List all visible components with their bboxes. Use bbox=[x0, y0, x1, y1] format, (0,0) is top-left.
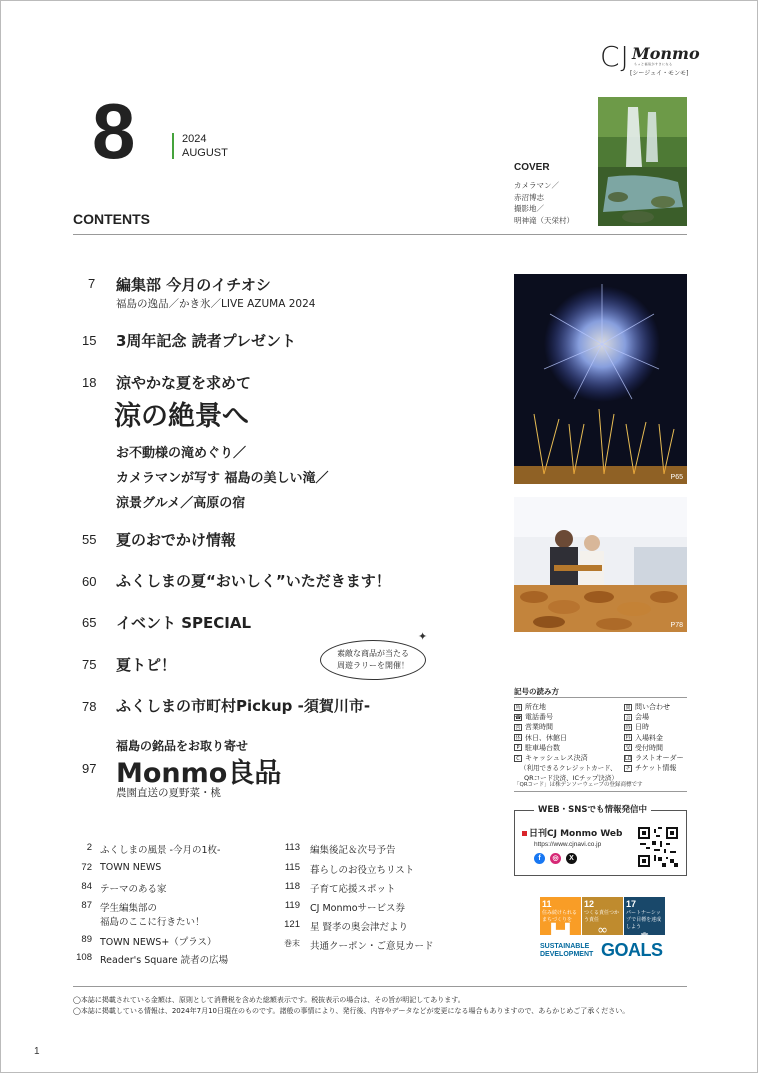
legend-mark: C bbox=[514, 755, 522, 762]
x-icon[interactable]: X bbox=[566, 853, 577, 864]
toc-page-number: 55 bbox=[82, 532, 97, 547]
legend-label: 会場 bbox=[635, 713, 649, 722]
cover-credit-line: 明神滝（天栄村） bbox=[514, 215, 574, 225]
cover-label: COVER bbox=[514, 162, 550, 173]
legend-item bbox=[514, 712, 618, 722]
footer-note: ◯本誌に掲載されている金額は、原則として消費税を含めた総額表示です。税抜表示の場合は、その旨が明記してあります。 bbox=[73, 996, 465, 1004]
list-item[interactable]: 学生編集部の bbox=[100, 903, 158, 914]
qr-trademark-note: 「QRコード」は株デンソーウェーブの登録商標です bbox=[514, 782, 643, 788]
footer-rule bbox=[73, 986, 687, 987]
legend-mark: 時 bbox=[625, 724, 631, 731]
legend-mark: LO bbox=[625, 755, 632, 762]
toc-title[interactable]: 3周年記念 読者プレゼント bbox=[116, 332, 297, 350]
list-page-number: 89 bbox=[81, 934, 92, 945]
toc-subtitle: 涼景グルメ／高原の宿 bbox=[116, 496, 246, 511]
legend-label: 休日、休館日 bbox=[525, 733, 567, 742]
rally-speech-bubble bbox=[320, 640, 426, 680]
web-label-text: 日刊CJ Monmo Web bbox=[529, 829, 623, 839]
sdg-goal-11-tile bbox=[540, 897, 581, 935]
list-item[interactable]: ふくしまの風景 -今月の1枚- bbox=[100, 845, 221, 856]
sdg-goal-17-tile bbox=[624, 897, 665, 944]
legend-mark: 料 bbox=[625, 735, 631, 742]
web-sns-heading: WEB・SNSでも情報発信中 bbox=[534, 803, 651, 815]
legend-label: ラストオーダー bbox=[635, 754, 684, 763]
toc-page-number: 65 bbox=[82, 615, 97, 630]
sdg-goals-wordmark: GOALS bbox=[601, 940, 663, 960]
issue-divider bbox=[172, 133, 174, 159]
legend-label: 問い合わせ bbox=[635, 703, 670, 711]
legend-item bbox=[514, 702, 618, 712]
legend-mark: P bbox=[514, 744, 522, 751]
photo-caption: P78 bbox=[670, 622, 683, 629]
list-item[interactable]: TOWN NEWS bbox=[100, 862, 162, 873]
list-page-number: 84 bbox=[81, 881, 92, 892]
cover-credit-line: カメラマン／ bbox=[514, 181, 559, 190]
list-item[interactable]: TOWN NEWS+（プラス） bbox=[100, 937, 217, 948]
contents-title: CONTENTS bbox=[73, 211, 150, 227]
legend-mark: チ bbox=[625, 765, 631, 772]
sdg-tile-text: パートナーシップで目標を達成しよう bbox=[626, 910, 662, 930]
toc-title[interactable]: 夏のおでかけ情報 bbox=[116, 531, 236, 549]
toc-title[interactable]: イベント SPECIAL bbox=[116, 614, 252, 632]
issue-year: 2024 bbox=[182, 133, 207, 145]
sdg-goal-12-tile bbox=[582, 897, 623, 938]
list-item[interactable]: 共通クーポン・ご意見カード bbox=[310, 941, 434, 952]
toc-page-number: 97 bbox=[82, 761, 97, 776]
toc-title[interactable]: 編集部 今月のイチオシ bbox=[116, 276, 271, 294]
sdg-caption-line: SUSTAINABLE bbox=[540, 943, 590, 950]
legend-label: 営業時間 bbox=[525, 723, 553, 732]
legend-item bbox=[624, 722, 684, 732]
facebook-icon[interactable]: f bbox=[534, 853, 545, 864]
legend-label: 電話番号 bbox=[525, 713, 553, 722]
legend-mark: 休 bbox=[515, 735, 521, 742]
toc-page-number: 75 bbox=[82, 657, 97, 672]
legend-item bbox=[624, 733, 684, 743]
toc-title[interactable]: ふくしまの夏“おいしく”いただきます！ bbox=[116, 572, 391, 590]
issue-number: 8 bbox=[92, 87, 136, 175]
legend-item bbox=[514, 743, 618, 753]
cover-credit-line: 撮影地／ bbox=[514, 204, 544, 213]
list-page-number: 115 bbox=[284, 862, 300, 873]
toc-page-number: 7 bbox=[88, 276, 96, 291]
legend-item bbox=[514, 722, 618, 732]
sdg-caption bbox=[540, 943, 593, 959]
list-item[interactable]: CJ Monmoサービス券 bbox=[310, 903, 406, 914]
cover-credit-line: 赤沼博志 bbox=[514, 192, 544, 202]
list-page-number: 119 bbox=[284, 900, 300, 911]
logo-kana: [シージェイ・モンモ] bbox=[630, 70, 689, 77]
toc-title[interactable]: 夏トピ！ bbox=[116, 656, 177, 674]
toc-page-number: 78 bbox=[82, 699, 97, 714]
legend-note-line: （利用できるクレジットカード、 bbox=[520, 764, 617, 773]
legend-item bbox=[514, 753, 618, 763]
legend-item bbox=[624, 702, 684, 712]
legend-mark: 所 bbox=[515, 704, 521, 711]
legend-label: キャッシュレス決済 bbox=[525, 754, 588, 763]
legend-item bbox=[624, 753, 684, 763]
legend-item bbox=[624, 743, 684, 753]
infinity-icon: ∞ bbox=[597, 923, 608, 938]
toc-subtitle: 農園直送の夏野菜・桃 bbox=[116, 787, 221, 799]
partnership-icon: ❁ bbox=[639, 930, 650, 944]
red-square-icon bbox=[522, 831, 527, 836]
legend-item bbox=[624, 763, 684, 773]
list-item[interactable]: 子育て応援スポット bbox=[310, 884, 396, 895]
legend-right-column bbox=[624, 702, 684, 773]
toc-page-number: 15 bbox=[82, 333, 97, 348]
city-icon: ▙▟ bbox=[551, 923, 570, 937]
legend-label: 入場料金 bbox=[635, 733, 663, 742]
logo-monmo: Monmo bbox=[632, 44, 700, 63]
legend-rule-bottom bbox=[514, 791, 687, 792]
list-page-number: 2 bbox=[86, 842, 92, 853]
legend-label: 所在地 bbox=[525, 703, 546, 711]
legend-mark: 営 bbox=[515, 724, 521, 731]
list-item[interactable]: テーマのある家 bbox=[100, 884, 167, 895]
toc-page-number: 60 bbox=[82, 574, 97, 589]
toc-pretitle: 福島の銘品をお取り寄せ bbox=[116, 739, 249, 753]
photo-caption: P65 bbox=[670, 474, 683, 481]
sdg-caption-line: DEVELOPMENT bbox=[540, 951, 594, 958]
fireworks-photo bbox=[514, 274, 687, 484]
cover-image-waterfall bbox=[598, 97, 687, 226]
legend-label: チケット情報 bbox=[635, 764, 677, 773]
list-item[interactable]: 星 賢孝の奥会津だより bbox=[310, 922, 409, 933]
footer-note: ◯本誌に掲載している情報は、2024年7月10日現在のものです。諸般の事情により、発行後、内容やデータなどが変更になる場合もありますので、あらかじめご了承ください。 bbox=[73, 1007, 630, 1015]
bubble-line: 周遊ラリーを開催！ bbox=[337, 661, 409, 670]
sdg-number: 17 bbox=[626, 899, 637, 909]
toc-title[interactable]: ふくしまの市町村Pickup -須賀川市- bbox=[116, 697, 371, 715]
web-url-link[interactable]: https://www.cjnavi.co.jp bbox=[534, 841, 602, 848]
legend-item bbox=[514, 733, 618, 743]
list-item[interactable]: Reader's Square 読者の広場 bbox=[100, 955, 229, 966]
sdg-tile-text: つくる責任つかう責任 bbox=[584, 910, 620, 923]
legend-label: 受付時間 bbox=[635, 743, 663, 752]
cj-monmo-logo bbox=[600, 40, 710, 82]
bakery-photo bbox=[514, 497, 687, 632]
legend-item bbox=[624, 712, 684, 722]
legend-mark: 受 bbox=[625, 745, 631, 752]
page-number: 1 bbox=[34, 1046, 40, 1057]
instagram-icon[interactable]: ◎ bbox=[550, 853, 561, 864]
sparkle-icon: ✦ bbox=[418, 630, 428, 643]
issue-month: AUGUST bbox=[182, 147, 228, 159]
list-page-number: 118 bbox=[284, 881, 300, 892]
list-page-number: 巻末 bbox=[284, 939, 300, 948]
list-page-number: 108 bbox=[76, 952, 92, 963]
toc-title[interactable]: 涼やかな夏を求めて bbox=[116, 374, 252, 392]
legend-title: 記号の読み方 bbox=[514, 687, 559, 696]
legend-note-line: QRコード決済、ICチップ決済） bbox=[524, 774, 618, 783]
legend-rule bbox=[514, 697, 687, 698]
web-label[interactable] bbox=[522, 826, 622, 839]
list-page-number: 121 bbox=[284, 919, 300, 930]
cover-credits bbox=[514, 180, 574, 226]
toc-feature-title[interactable]: 涼の絶景へ bbox=[114, 401, 249, 432]
toc-subtitle: お不動様の滝めぐり／ bbox=[116, 446, 247, 461]
sdg-tile-text: 住み続けられるまちづくりを bbox=[542, 910, 578, 923]
list-page-number: 113 bbox=[284, 842, 300, 853]
list-item[interactable]: 編集後記＆次号予告 bbox=[310, 845, 396, 856]
logo-tagline: もっと福島がすきになる bbox=[634, 62, 673, 66]
legend-left-column bbox=[514, 702, 618, 784]
list-page-number: 87 bbox=[81, 900, 92, 911]
toc-page-number: 18 bbox=[82, 375, 97, 390]
qr-code-icon[interactable] bbox=[638, 827, 678, 867]
list-page-number: 72 bbox=[81, 862, 92, 873]
legend-mark: 問 bbox=[625, 704, 631, 711]
toc-subtitle: 福島の逸品／かき氷／LIVE AZUMA 2024 bbox=[116, 298, 316, 310]
sdg-number: 12 bbox=[584, 899, 595, 909]
toc-subtitle: カメラマンが写す 福島の美しい滝／ bbox=[116, 471, 329, 486]
toc-feature-title[interactable]: Monmo良品 bbox=[116, 758, 282, 789]
legend-label: 日時 bbox=[635, 723, 649, 732]
logo-cj: CJ bbox=[600, 40, 630, 73]
legend-mark: ☎ bbox=[515, 714, 522, 721]
sdg-number: 11 bbox=[542, 899, 552, 909]
contents-rule bbox=[73, 234, 687, 235]
legend-label: 駐車場台数 bbox=[525, 743, 560, 752]
list-item[interactable]: 福島のここに行きたい！ bbox=[100, 917, 205, 928]
legend-mark: 会 bbox=[625, 714, 631, 721]
list-item[interactable]: 暮らしのお役立ちリスト bbox=[310, 865, 415, 876]
bubble-line: 素敵な商品が当たる bbox=[337, 649, 409, 658]
